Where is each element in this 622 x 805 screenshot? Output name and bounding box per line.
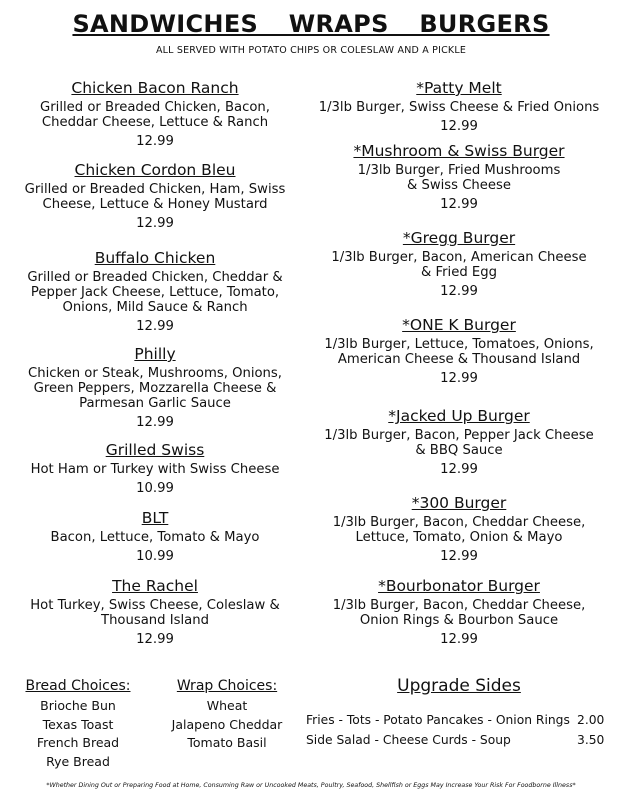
item-price: 10.99 xyxy=(136,549,174,564)
item-description-line: 1/3lb Burger, Lettuce, Tomatoes, Onions, xyxy=(324,337,594,352)
item-description xyxy=(306,250,612,280)
menu-item-gregg-burger xyxy=(306,228,612,300)
item-description xyxy=(10,182,300,212)
item-description-line: Hot Ham or Turkey with Swiss Cheese xyxy=(30,462,280,477)
wrap-choice-item: Jalapeno Cheddar xyxy=(171,716,283,732)
item-description xyxy=(10,366,300,411)
item-name: BLT xyxy=(141,509,169,527)
menu-subtitle: ALL SERVED WITH POTATO CHIPS OR COLESLAW AND A PICKLE xyxy=(155,45,467,56)
menu-item-blt xyxy=(10,508,300,565)
item-description-line: 1/3lb Burger, Bacon, American Cheese xyxy=(331,250,587,265)
wrap-choices-title: Wrap Choices: xyxy=(176,678,278,694)
item-description-line: American Cheese & Thousand Island xyxy=(337,352,581,367)
item-description-line: Onions, Mild Sauce & Ranch xyxy=(62,300,248,315)
wrap-choice-item: Wheat xyxy=(206,698,248,713)
item-description xyxy=(10,598,300,628)
item-description xyxy=(10,270,300,315)
menu-item-bourbonator-burger xyxy=(306,576,612,648)
bread-choice-item: Texas Toast xyxy=(42,716,114,732)
bread-choice-item: Brioche Bun xyxy=(40,698,116,713)
item-description-line: Grilled or Breaded Chicken, Cheddar & xyxy=(27,270,283,285)
item-price: 12.99 xyxy=(136,134,174,149)
item-name: *300 Burger xyxy=(411,494,507,512)
bread-choice-item: French Bread xyxy=(36,735,120,750)
item-description-line: Pepper Jack Cheese, Lettuce, Tomato, xyxy=(30,285,280,300)
item-description-line: Thousand Island xyxy=(101,613,209,628)
item-description-line: & Swiss Cheese xyxy=(406,178,511,193)
menu-item-grilled-swiss xyxy=(10,440,300,497)
item-description-line: Lettuce, Tomato, Onion & Mayo xyxy=(355,530,563,545)
upgrade-row-label: Fries - Tots - Potato Pancakes - Onion Rings xyxy=(306,713,570,727)
item-description-line: 1/3lb Burger, Swiss Cheese & Fried Onions xyxy=(318,100,600,115)
item-description xyxy=(306,163,612,193)
menu-item-300-burger xyxy=(306,493,612,565)
item-price: 12.99 xyxy=(440,371,478,386)
item-price: 12.99 xyxy=(136,415,174,430)
wrap-choice-item: Tomato Basil xyxy=(187,735,267,750)
item-description-line: Cheese, Lettuce & Honey Mustard xyxy=(42,197,268,212)
menu-item-buffalo-chicken xyxy=(10,248,300,335)
menu-item-jacked-up-burger xyxy=(306,406,612,478)
bread-choices xyxy=(14,677,142,771)
item-description xyxy=(306,515,612,545)
menu-item-chicken-cordon-bleu xyxy=(10,160,300,232)
item-description-line: Chicken or Steak, Mushrooms, Onions, xyxy=(28,366,282,381)
item-description-line: 1/3lb Burger, Bacon, Cheddar Cheese, xyxy=(332,515,586,530)
item-price: 12.99 xyxy=(440,284,478,299)
item-name: Chicken Cordon Bleu xyxy=(74,161,236,179)
menu-item-patty-melt xyxy=(306,78,612,135)
item-price: 12.99 xyxy=(136,632,174,647)
item-price: 12.99 xyxy=(440,549,478,564)
item-description-line: 1/3lb Burger, Bacon, Cheddar Cheese, xyxy=(332,598,586,613)
item-description-line: Bacon, Lettuce, Tomato & Mayo xyxy=(50,530,260,545)
item-price: 12.99 xyxy=(440,197,478,212)
upgrade-row-price: 2.00 xyxy=(577,713,605,727)
menu-item-the-rachel xyxy=(10,576,300,648)
item-name: *Patty Melt xyxy=(416,79,502,97)
item-name: The Rachel xyxy=(112,577,198,595)
item-description xyxy=(10,100,300,130)
bread-choice-item: Rye Bread xyxy=(46,753,110,769)
menu-item-mushroom-swiss-burger xyxy=(306,141,612,213)
upgrade-row-price: 3.50 xyxy=(577,733,605,747)
item-description-line: & Fried Egg xyxy=(421,265,497,280)
item-description-line: Onion Rings & Bourbon Sauce xyxy=(359,613,559,628)
item-description xyxy=(306,428,612,458)
item-name: *Mushroom & Swiss Burger xyxy=(353,142,565,160)
item-description xyxy=(306,337,612,367)
item-description-line: Hot Turkey, Swiss Cheese, Coleslaw & xyxy=(30,598,280,613)
item-price: 12.99 xyxy=(440,632,478,647)
item-name: *Gregg Burger xyxy=(402,229,516,247)
upgrade-row-label: Side Salad - Cheese Curds - Soup xyxy=(306,733,511,747)
item-description-line: Grilled or Breaded Chicken, Ham, Swiss xyxy=(24,182,286,197)
menu-item-philly xyxy=(10,344,300,431)
wrap-choices xyxy=(160,677,294,753)
item-description-line: Parmesan Garlic Sauce xyxy=(79,396,231,411)
item-description-line: Cheddar Cheese, Lettuce & Ranch xyxy=(41,115,269,130)
bread-choices-title: Bread Choices: xyxy=(25,678,131,694)
item-price: 12.99 xyxy=(440,462,478,477)
item-description xyxy=(10,462,300,477)
menu-item-one-k-burger xyxy=(306,315,612,387)
item-name: Philly xyxy=(134,345,176,363)
item-name: *Jacked Up Burger xyxy=(388,407,530,425)
item-name: Buffalo Chicken xyxy=(94,249,216,267)
foodborne-illness-disclaimer: *Whether Dining Out or Preparing Food at Home, Consuming Raw or Uncooked Meats, Poultry, Seafood, Shellfish or Eggs May Increase Your Risk For Foodborne Illness* xyxy=(46,782,576,789)
item-name: *Bourbonator Burger xyxy=(378,577,540,595)
item-description xyxy=(306,100,612,115)
item-description xyxy=(10,530,300,545)
item-description xyxy=(306,598,612,628)
item-name: Chicken Bacon Ranch xyxy=(71,79,239,97)
item-price: 12.99 xyxy=(440,119,478,134)
item-name: *ONE K Burger xyxy=(402,316,516,334)
item-description-line: & BBQ Sauce xyxy=(415,443,503,458)
item-description-line: 1/3lb Burger, Bacon, Pepper Jack Cheese xyxy=(324,428,594,443)
menu-item-chicken-bacon-ranch xyxy=(10,78,300,150)
item-description-line: Green Peppers, Mozzarella Cheese & xyxy=(33,381,277,396)
item-price: 12.99 xyxy=(136,319,174,334)
upgrade-sides-title: Upgrade Sides xyxy=(397,676,521,696)
item-name: Grilled Swiss xyxy=(105,441,205,459)
item-price: 10.99 xyxy=(136,481,174,496)
item-description-line: Grilled or Breaded Chicken, Bacon, xyxy=(40,100,270,115)
menu-title: SANDWICHES WRAPS BURGERS xyxy=(72,10,550,38)
item-price: 12.99 xyxy=(136,216,174,231)
item-description-line: 1/3lb Burger, Fried Mushrooms xyxy=(357,163,561,178)
